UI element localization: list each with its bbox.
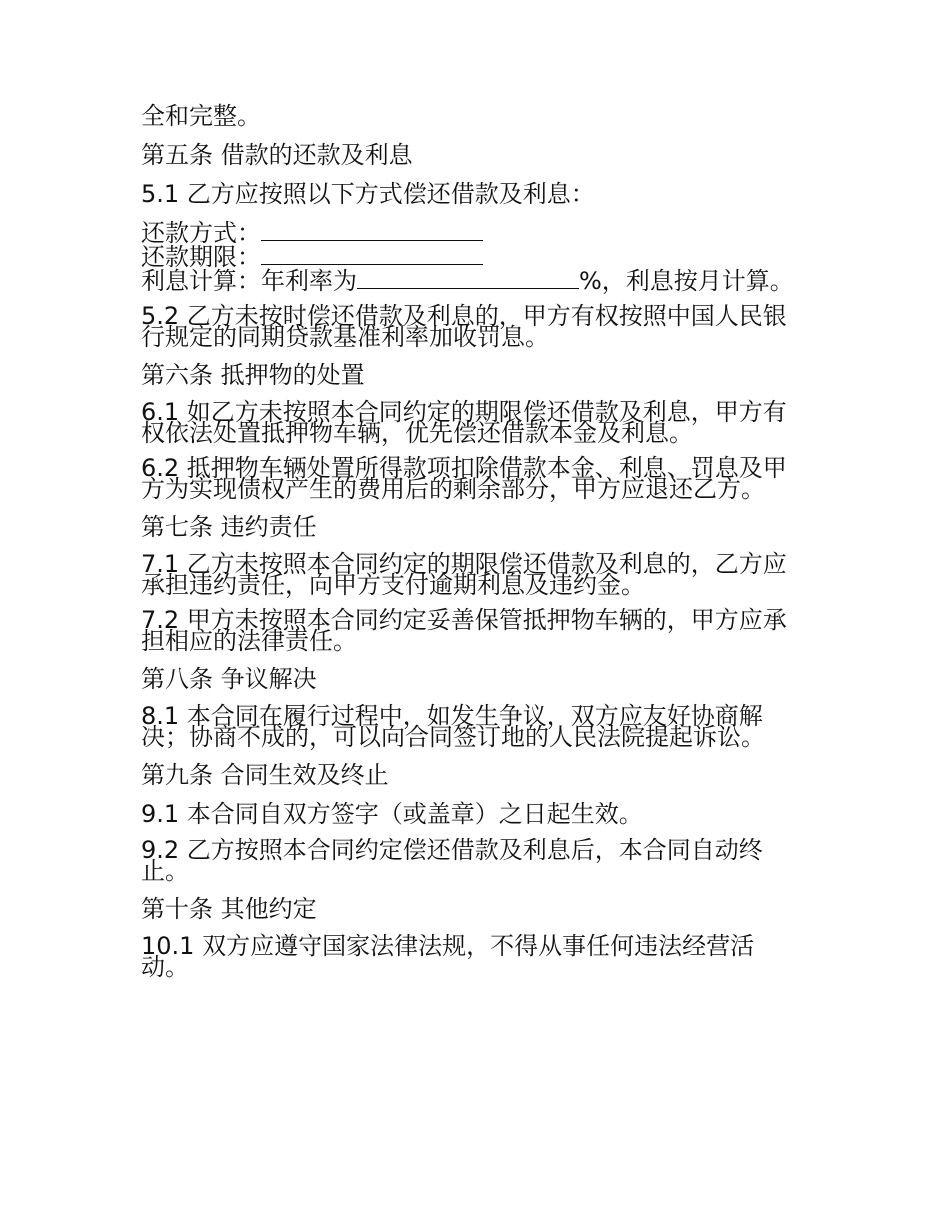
- clause-7-2: [141, 606, 821, 655]
- interest-row: [141, 267, 821, 295]
- clause-10-1: [141, 932, 821, 981]
- section-8-title: 第八条 争议解决: [141, 665, 317, 693]
- clause-9-2-line-1: 9.2 乙方按照本合同约定偿还借款及利息后，本合同自动终: [141, 836, 763, 864]
- repay-method-blank: [261, 220, 483, 241]
- clause-6-1-line-1: 6.1 如乙方未按照本合同约定的期限偿还借款及利息，甲方有: [141, 398, 787, 426]
- clause-6-2-line-1: 6.2 抵押物车辆处置所得款项扣除借款本金、利息、罚息及甲: [141, 454, 787, 482]
- clause-6-1-line-2: 权依法处置抵押物车辆，优先偿还借款本金及利息。: [141, 419, 693, 447]
- clause-9-2: [141, 836, 821, 885]
- section-9-title: 第九条 合同生效及终止: [141, 761, 389, 789]
- clause-7-2-line-1: 7.2 甲方未按照本合同约定妥善保管抵押物车辆的，甲方应承: [141, 606, 787, 634]
- repay-term-label: 还款期限：: [141, 243, 261, 271]
- repay-method-label: 还款方式：: [141, 219, 261, 247]
- clause-5-2-line-1: 5.2 乙方未按时偿还借款及利息的，甲方有权按照中国人民银: [141, 302, 787, 330]
- clause-10-1-line-1: 10.1 双方应遵守国家法律法规，不得从事任何违法经营活: [141, 932, 755, 960]
- clause-6-2: [141, 454, 821, 503]
- clause-8-1-line-1: 8.1 本合同在履行过程中，如发生争议，双方应友好协商解: [141, 702, 763, 730]
- clause-6-1: [141, 398, 821, 447]
- clause-5-2-line-2: 行规定的同期贷款基准利率加收罚息。: [141, 323, 549, 351]
- section-10-title: 第十条 其他约定: [141, 895, 317, 923]
- clause-7-2-line-2: 担相应的法律责任。: [141, 627, 357, 655]
- clause-7-1-line-2: 承担违约责任，向甲方支付逾期利息及违约金。: [141, 571, 645, 599]
- repayment-fields: [141, 219, 821, 295]
- clause-7-1-line-1: 7.1 乙方未按照本合同约定的期限偿还借款及利息的，乙方应: [141, 550, 787, 578]
- clause-9-1: 9.1 本合同自双方签字（或盖章）之日起生效。: [141, 800, 643, 828]
- interest-suffix: %，利息按月计算。: [579, 267, 794, 295]
- clause-8-1: [141, 702, 821, 751]
- repay-method-row: [141, 219, 821, 247]
- clause-6-2-line-2: 方为实现债权产生的费用后的剩余部分，甲方应退还乙方。: [141, 475, 765, 503]
- clause-7-1: [141, 550, 821, 599]
- intro-line: 全和完整。: [141, 102, 261, 130]
- section-5-title: 第五条 借款的还款及利息: [141, 141, 413, 169]
- clause-5-2: [141, 302, 821, 351]
- repay-term-row: [141, 243, 821, 271]
- clause-10-1-line-2: 动。: [141, 953, 189, 981]
- clause-5-1: 5.1 乙方应按照以下方式偿还借款及利息：: [141, 180, 595, 208]
- repay-term-blank: [261, 244, 483, 265]
- interest-rate-blank: [357, 268, 579, 289]
- section-7-title: 第七条 违约责任: [141, 513, 317, 541]
- clause-8-1-line-2: 决；协商不成的，可以向合同签订地的人民法院提起诉讼。: [141, 723, 765, 751]
- section-6-title: 第六条 抵押物的处置: [141, 361, 365, 389]
- interest-label: 利息计算：年利率为: [141, 267, 357, 295]
- document-page: [141, 104, 821, 992]
- clause-9-2-line-2: 止。: [141, 857, 189, 885]
